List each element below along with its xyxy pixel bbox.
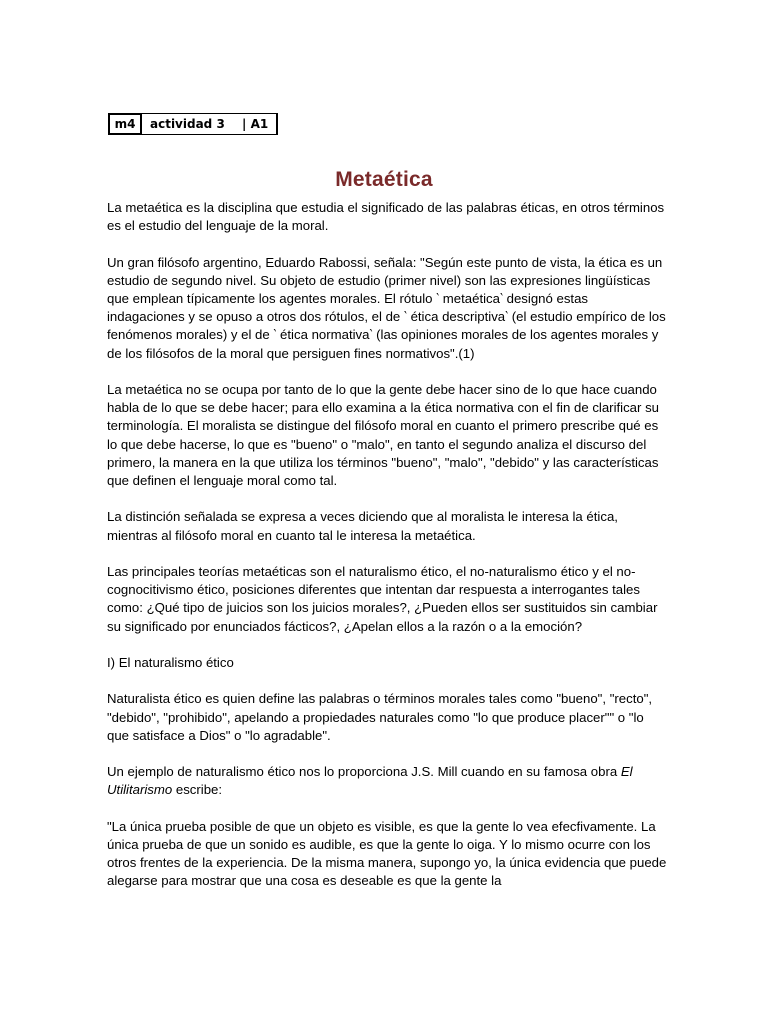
paragraph-mill <box>107 763 667 799</box>
activity-code <box>238 113 278 135</box>
paragraph-theories: Las principales teorías metaéticas son el naturalismo ético, el no-naturalismo ético y el no-cognocitivismo ético, posiciones diferentes que intentan dar respuesta a interrogantes tales como: ¿Qué tipo de juicios son los juicios morales?, ¿Pueden ellos ser sustituidos sin cambiar su significado por enunciados fácticos?, ¿Apelan ellos a la razón o a la emoción? <box>107 564 658 634</box>
paragraph-distinction: La distinción señalada se expresa a veces diciendo que al moralista le interesa la ética, mientras al filósofo moral en cuanto tal le interesa la metaética. <box>107 509 618 543</box>
paragraph-naturalist: Naturalista ético es quien define las palabras o términos morales tales como "bueno", "recto", "debido", "prohibido", apelando a propiedades naturales como "lo que produce placer"" o "lo que satisface a Dios" o "lo agradable". <box>107 691 653 743</box>
page-title: Metaética <box>335 168 433 192</box>
paragraph-quote: "La única prueba posible de que un objeto es visible, es que la gente lo vea efecfivamente. La única prueba de que un sonido es audible, es que la gente lo oiga. Y lo mismo ocurre con los otros frentes de la experiencia. De la misma manera, supongo yo, la única evidencia que puede alegarse para mostrar que una cosa es deseable es que la gente la <box>107 818 667 889</box>
paragraph-rabossi: Un gran filósofo argentino, Eduardo Rabossi, señala: "Según este punto de vista, la ética es un estudio de segundo nivel. Su objeto de estudio (primer nivel) son las expresiones lingüísticas que emplean típicamente los agentes morales. El rótulo ‵ metaética‵ designó estas indagaciones y se opuso a otros dos rótulos, el de ‵ ética descriptiva‵ (el estudio empírico de los fenómenos morales) y el de ‵ ética normativa‵ (las opiniones morales de los agentes morales y de los filósofos de la moral que persiguen fines normativos".(1) <box>107 254 666 361</box>
code-label: A1 <box>250 117 269 131</box>
activity-label: actividad 3 <box>142 113 238 135</box>
module-label: m4 <box>108 113 142 135</box>
document-body <box>107 199 667 909</box>
activity-header <box>108 113 278 135</box>
work-title: El Utilitarismo <box>107 764 633 798</box>
mill-text-before: Un ejemplo de naturalismo ético nos lo proporciona J.S. Mill cuando en su famosa obra <box>107 764 621 780</box>
paragraph-scope: La metaética no se ocupa por tanto de lo que la gente debe hacer sino de lo que hace cuando habla de lo que se debe hacer; para ello examina a la ética normativa con el fin de clarificar su terminología. El moralista se distingue del filósofo moral en cuanto el primero prescribe qué es lo que debe hacerse, lo que es "bueno" o "malo", en tanto el segundo analiza el discurso del primero, la manera en la que utiliza los términos "bueno", "malo", "debido" y las características que definen el lenguaje moral como tal. <box>107 382 660 489</box>
paragraph-intro: La metaética es la disciplina que estudia el significado de las palabras éticas, en otros términos es el estudio del lenguaje de la moral. <box>107 200 665 234</box>
mill-text-after: escribe: <box>172 782 223 798</box>
section-heading-naturalism: I) El naturalismo ético <box>107 655 234 670</box>
header-separator: | <box>242 117 247 131</box>
